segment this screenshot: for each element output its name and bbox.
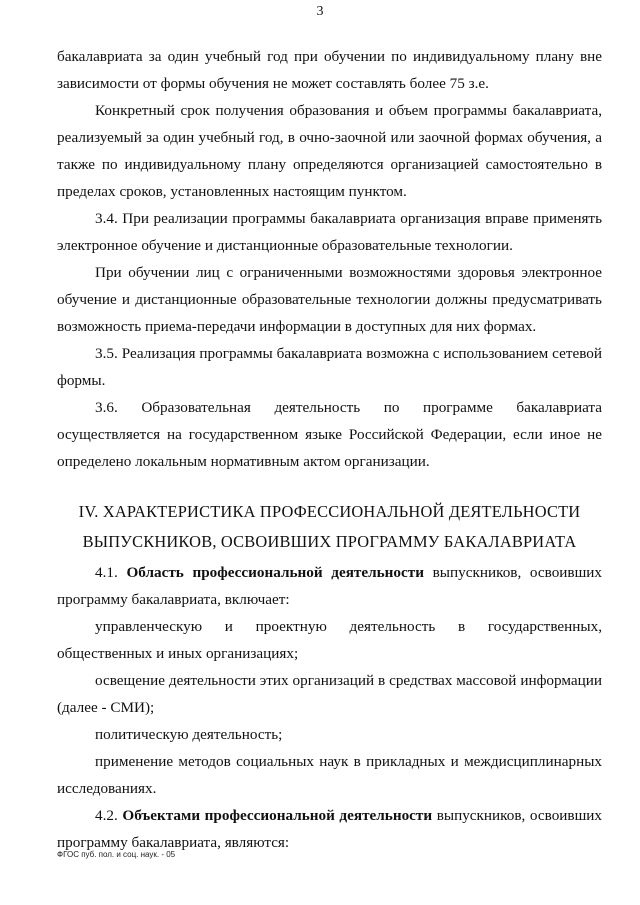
clause-text: выпускников, освоивших программу бакалавриата, являются: xyxy=(57,807,603,851)
paragraph-3-5: 3.5. Реализация программы бакалавриата возможна с использованием сетевой формы. xyxy=(57,345,602,389)
section-heading-line-1: IV. ХАРАКТЕРИСТИКА ПРОФЕССИОНАЛЬНОЙ ДЕЯТЕЛЬНОСТИ xyxy=(78,502,581,521)
paragraph-3-6: 3.6. Образовательная деятельность по программе бакалавриата осуществляется на государственном языке Российской Федерации, если иное не определено локальным нормативным актом организации. xyxy=(57,399,602,470)
clause-term: Объектами профессиональной деятельности xyxy=(122,807,433,824)
list-item: управленческую и проектную деятельность в государственных, общественных и иных организациях; xyxy=(57,618,602,662)
paragraph-disabilities: При обучении лиц с ограниченными возможностями здоровья электронное обучение и дистанционные образовательные технологии должны предусматривать возможность приема-передачи информации в доступных для них формах. xyxy=(57,264,602,335)
clause-number: 4.1. xyxy=(95,564,127,581)
list-item: политическую деятельность; xyxy=(95,726,283,743)
paragraph-4-2 xyxy=(57,802,602,856)
document-body xyxy=(57,43,602,856)
paragraph-term-definition: Конкретный срок получения образования и объем программы бакалавриата, реализуемый за один учебный год, в очно-заочной или заочной формах обучения, а также по индивидуальному плану определяются организацией самостоятельно в пределах сроков, установленных настоящим пунктом. xyxy=(57,102,602,200)
paragraph-continued: бакалавриата за один учебный год при обучении по индивидуальному плану вне зависимости от формы обучения не может составлять более 75 з.е. xyxy=(57,48,602,92)
clause-number: 4.2. xyxy=(95,807,123,824)
section-heading-line-2: ВЫПУСКНИКОВ, ОСВОИВШИХ ПРОГРАММУ БАКАЛАВРИАТА xyxy=(82,532,577,551)
footer-code: ФГОС пуб. пол. и соц. наук. - 05 xyxy=(57,850,176,859)
list-item: освещение деятельности этих организаций в средствах массовой информации (далее - СМИ); xyxy=(57,672,602,716)
paragraph-3-4: 3.4. При реализации программы бакалавриата организация вправе применять электронное обучение и дистанционные образовательные технологии. xyxy=(57,210,602,254)
section-heading xyxy=(57,497,602,557)
clause-text: выпускников, освоивших программу бакалавриата, включает: xyxy=(57,564,603,608)
clause-term: Область профессиональной деятельности xyxy=(126,564,424,581)
list-item: применение методов социальных наук в прикладных и междисциплинарных исследованиях. xyxy=(57,753,602,797)
page-number: 3 xyxy=(316,4,324,19)
paragraph-4-1 xyxy=(57,559,602,613)
